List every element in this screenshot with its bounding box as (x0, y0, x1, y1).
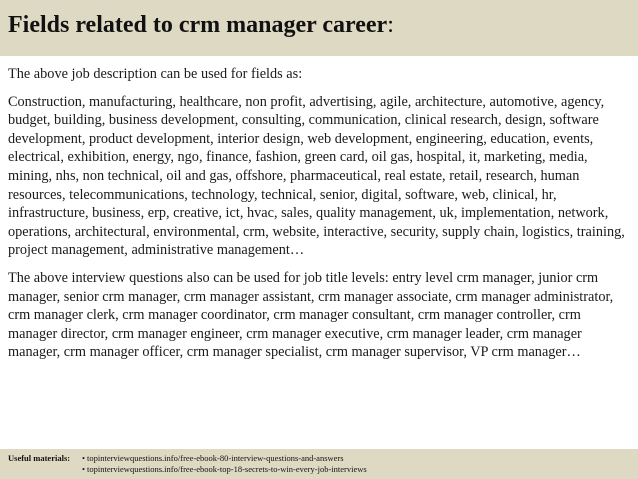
footer-link-ebook-80-questions[interactable]: topinterviewquestions.info/free-ebook-80-interview-questions-and-answers (86, 453, 344, 463)
useful-materials-label: Useful materials: (8, 453, 71, 463)
fields-paragraph: Construction, manufacturing, healthcare, non profit, advertising, agile, architecture, automotive, agency, budget, building, business development, consulting, communication, clinical research, design, software development, product development, interior design, web development, engineering, education, events, electrical, exhibition, energy, ngo, finance, fashion, green card, oil gas, hospital, it, marketing, media, mining, nhs, non technical, oil and gas, offshore, pharmaceutical, real estate, retail, research, human resources, telecommunications, technology, technical, senior, digital, software, web, clinical, hr, infrastructure, business, erp, creative, ict, hvac, sales, quality management, uk, implementation, network, operations, architectural, environmental, crm, website, interactive, security, supply chain, logistics, training, project management, administrative management… (8, 93, 625, 259)
bullet-icon: • (82, 464, 85, 474)
footer-row-1 (8, 453, 367, 464)
bullet-icon: • (82, 453, 85, 463)
intro-paragraph: The above job description can be used for fields as: (8, 66, 303, 82)
slide-title (8, 12, 394, 39)
slide-body (8, 65, 633, 371)
job-levels-paragraph: The above interview questions also can be used for job title levels: entry level crm manager, junior crm manager, senior crm manager, crm manager assistant, crm manager associate, crm manager administrator, crm manager clerk, crm manager coordinator, crm manager consultant, crm manager controller, crm manager director, crm manager engineer, crm manager executive, crm manager leader, crm manager manager, crm manager officer, crm manager specialist, crm manager supervisor, VP crm manager… (8, 269, 614, 361)
slide-title-text: Fields related to crm manager career (8, 12, 388, 38)
footer-link-ebook-18-secrets[interactable]: topinterviewquestions.info/free-ebook-top-18-secrets-to-win-every-job-interviews (86, 464, 367, 474)
useful-materials-footer (8, 453, 367, 475)
footer-row-2 (8, 464, 367, 475)
footer-label-spacer (8, 464, 82, 475)
slide-title-colon: : (387, 12, 394, 38)
